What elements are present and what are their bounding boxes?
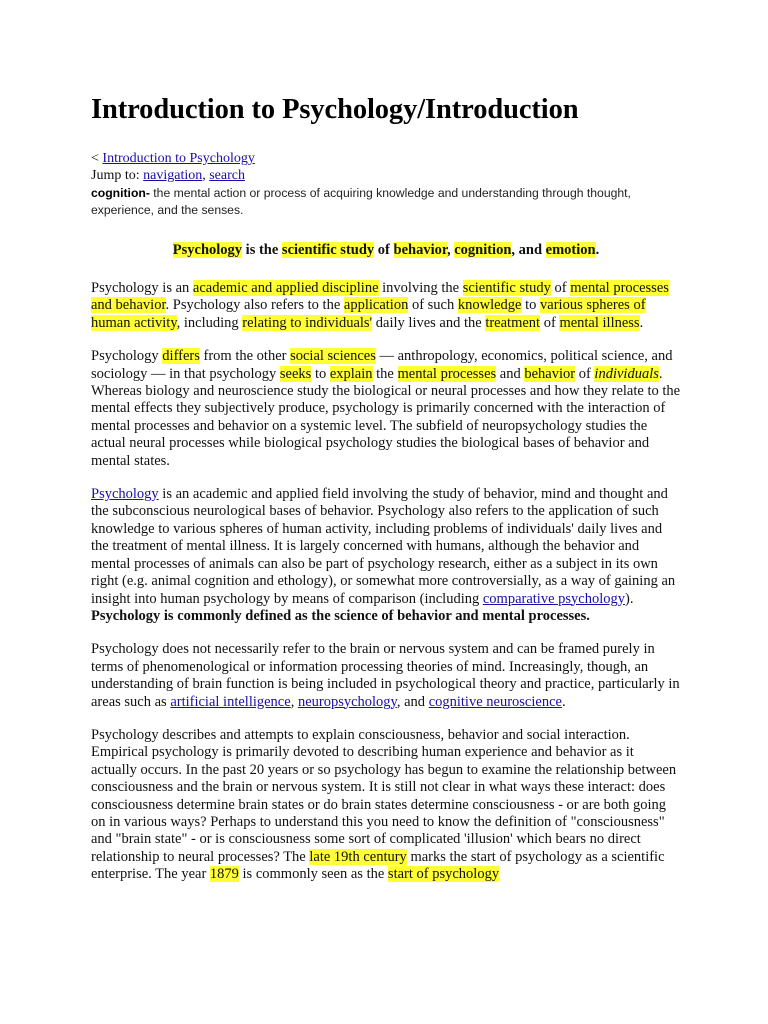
text-segment: Psychology [91, 348, 163, 365]
text-segment: , including [176, 314, 243, 331]
text-segment: , and [511, 242, 546, 258]
text-segment: . [639, 314, 644, 331]
text-segment: , [290, 693, 298, 710]
text-segment: . Psychology also refers to the [165, 297, 344, 314]
text-segment: , [446, 242, 455, 258]
article-content [91, 92, 681, 884]
headline-statement [91, 240, 681, 260]
highlight: mental processes [397, 365, 497, 382]
highlight: various spheres of human activity [91, 297, 646, 331]
paragraph-1 [91, 280, 681, 332]
highlight: cognition [454, 242, 512, 258]
highlight: seeks [279, 365, 312, 382]
breadcrumb-link[interactable]: Introduction to Psychology [102, 151, 255, 166]
page-title: Introduction to Psychology/Introduction [91, 94, 579, 125]
text-segment: Psychology does not necessarily refer to the brain or nervous system and can be framed purely in terms of phenomenological or information processing theories of mind. Increasingly, though, an understanding of brain function is being included in psychological theory and practice, particularly in areas such as [91, 641, 680, 710]
text-segment: to [521, 297, 541, 314]
text-segment: is the [242, 242, 282, 258]
text-segment: , and [396, 693, 429, 710]
text-segment: . Whereas biology and neuroscience study the biological or neural processes and how they relate to the mental effects they subjectively produce, psychology is primarily concerned with the interaction of mental processes and behavior on a systemic level. The subfield of neuropsychology studies the actual neural processes while biological psychology studies the biological bases of behavior and mental states. [91, 365, 681, 469]
definition-body: the mental action or process of acquiring knowledge and understanding through thought, experience, and the senses. [91, 186, 631, 217]
text-segment: — anthropology, economics, political science, and sociology — in that psychology [91, 348, 673, 382]
artificial-intelligence-link[interactable]: artificial intelligence [170, 693, 291, 710]
highlight: relating to individuals' [242, 314, 373, 331]
breadcrumb [91, 150, 681, 167]
psychology-link[interactable]: Psychology [91, 486, 159, 503]
highlight: differs [162, 348, 200, 365]
cognitive-neuroscience-link[interactable]: cognitive neuroscience [428, 693, 562, 710]
highlight: 1879 [209, 866, 239, 883]
jump-separator: , [202, 168, 210, 183]
breadcrumb-prefix: < [91, 151, 103, 166]
paragraph-3 [91, 486, 681, 625]
highlight: scientific study [462, 280, 551, 296]
jump-search-link[interactable]: search [209, 168, 245, 183]
text-segment: and [496, 365, 525, 382]
text-segment: is commonly seen as the [238, 866, 388, 883]
highlight: explain [329, 365, 373, 382]
highlight: knowledge [457, 297, 522, 314]
highlight: late 19th century [309, 848, 407, 865]
highlight: social sciences [290, 348, 376, 365]
highlight: scientific study [281, 242, 375, 258]
text-segment: of [540, 314, 560, 331]
paragraph-4 [91, 641, 681, 711]
text-segment: Psychology describes and attempts to explain consciousness, behavior and social interaction. Empirical psychology is primarily devoted to describing human experience and behavior as it actually occurs. In the past 20 years or so psychology has begun to examine the relationship between consciousness and the brain or nervous system. It is still not clear in what ways these interact: does consciousness determine brain states or do brain states determine consciousness - or are both going on in various ways? Perhaps to understand this you need to know the definition of "consciousness" and "brain state" - or is consciousness some sort of complicated 'illusion' which bears no direct relationship to neural processes? The [91, 726, 677, 865]
highlight: start of psychology [387, 866, 500, 883]
text-segment: to [311, 365, 330, 382]
text-segment: daily lives and the [372, 314, 486, 331]
bold-definition: Psychology is commonly defined as the science of behavior and mental processes. [91, 607, 590, 624]
highlight: emotion [545, 242, 596, 258]
text-segment: . [561, 693, 566, 710]
highlight: behavior [393, 242, 447, 258]
highlight: behavior [524, 365, 576, 382]
text-segment: from the other [199, 348, 291, 365]
paragraph-2 [91, 348, 681, 470]
text-segment: involving the [378, 280, 463, 296]
text-segment: of [550, 280, 571, 296]
definition-text [91, 185, 681, 219]
text-segment: the [372, 365, 398, 382]
jump-navigation-link[interactable]: navigation [143, 168, 203, 183]
definition-term: cognition- [91, 186, 150, 200]
text-segment: of [374, 242, 394, 258]
text-segment: ). [625, 590, 634, 607]
jump-label: Jump to: [91, 168, 144, 183]
highlight: application [343, 297, 409, 314]
highlight: treatment [485, 314, 541, 331]
text-segment: is an academic and applied field involving the study of behavior, mind and thought and the subconscious neurological bases of behavior. Psychology also refers to the application of such knowledge to various spheres of human activity, including problems of individuals' daily lives and the treatment of mental illness. It is largely concerned with humans, although the behavior and mental processes of animals can also be part of psychology research, either as a subject in its own right (e.g. animal cognition and ethology), or somewhat more controversially, as a way of gaining an insight into human psychology by means of comparison (including [91, 486, 676, 607]
neuropsychology-link[interactable]: neuropsychology [297, 693, 397, 710]
text-segment: marks the start of psychology as a scientific enterprise. The year [91, 848, 665, 883]
highlight: Psychology [172, 242, 243, 258]
paragraph-5 [91, 727, 681, 884]
text-segment: . [595, 242, 600, 258]
highlight: mental processes and behavior [91, 280, 669, 314]
comparative-psychology-link[interactable]: comparative psychology [482, 590, 625, 607]
text-segment: of such [408, 297, 458, 314]
text-segment: of [575, 365, 595, 382]
highlight: academic and applied discipline [192, 280, 379, 296]
highlight: mental illness [559, 314, 640, 331]
jump-to-bar [91, 167, 681, 184]
text-segment: Psychology is an [91, 280, 193, 296]
highlight: individuals [594, 365, 659, 382]
